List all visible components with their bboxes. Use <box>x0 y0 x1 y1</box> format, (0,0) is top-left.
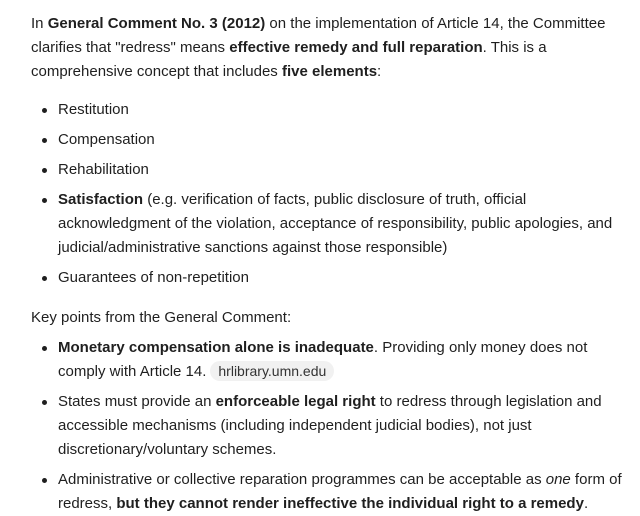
list-item <box>31 98 624 122</box>
list-item-text: to redress through legislation and accessible mechanisms (including independent judicial bodies), not just discretionary/voluntary schemes. <box>58 393 602 458</box>
list-item-text: Administrative or collective reparation programmes can be acceptable as <box>58 471 546 488</box>
list-item-text: Restitution <box>58 101 129 118</box>
intro-text: on the implementation of Article 14, the Committee clarifies that "redress" means <box>31 15 606 56</box>
intro-bold-comment: General Comment No. 3 (2012) <box>47 15 266 32</box>
list-item <box>31 188 624 260</box>
intro-bold-remedy: effective remedy and full reparation <box>229 39 483 56</box>
list-item-text: Compensation <box>58 131 155 148</box>
section-heading: Key points from the General Comment: <box>31 309 292 326</box>
elements-list <box>31 98 624 290</box>
list-item <box>31 266 624 290</box>
intro-bold-elements: five elements <box>281 63 378 80</box>
list-item-text: States must provide an <box>58 393 216 410</box>
key-points-list <box>31 336 624 516</box>
list-item <box>31 468 624 516</box>
list-item-text: . <box>583 495 589 512</box>
list-item-text: Guarantees of non-repetition <box>58 269 249 286</box>
list-item-text: (e.g. verification of facts, public disclosure of truth, official acknowledgment of the violation, acceptance of responsibility, public apologies, and judicial/administrative sanctions against those responsible) <box>58 191 613 256</box>
list-item <box>31 158 624 182</box>
list-item <box>31 336 624 384</box>
list-item-bold: Satisfaction <box>58 191 144 208</box>
list-item-bold: Monetary compensation alone is inadequate <box>58 339 374 356</box>
intro-text: . This is a comprehensive concept that includes <box>31 39 547 80</box>
list-item <box>31 128 624 152</box>
intro-text: In <box>31 15 48 32</box>
list-item <box>31 390 624 462</box>
list-item-text: Rehabilitation <box>58 161 149 178</box>
list-item-bold: but they cannot render ineffective the individual right to a remedy <box>116 495 584 512</box>
list-item-italic: one <box>545 471 571 488</box>
list-item-text: form of redress, <box>58 471 622 512</box>
list-item-text: . Providing only money does not comply with Article 14. <box>58 339 588 380</box>
intro-paragraph <box>31 12 624 84</box>
list-item-bold: enforceable legal right <box>215 393 376 410</box>
citation-link[interactable]: hrlibrary.umn.edu <box>210 361 334 381</box>
intro-text: : <box>377 63 382 80</box>
